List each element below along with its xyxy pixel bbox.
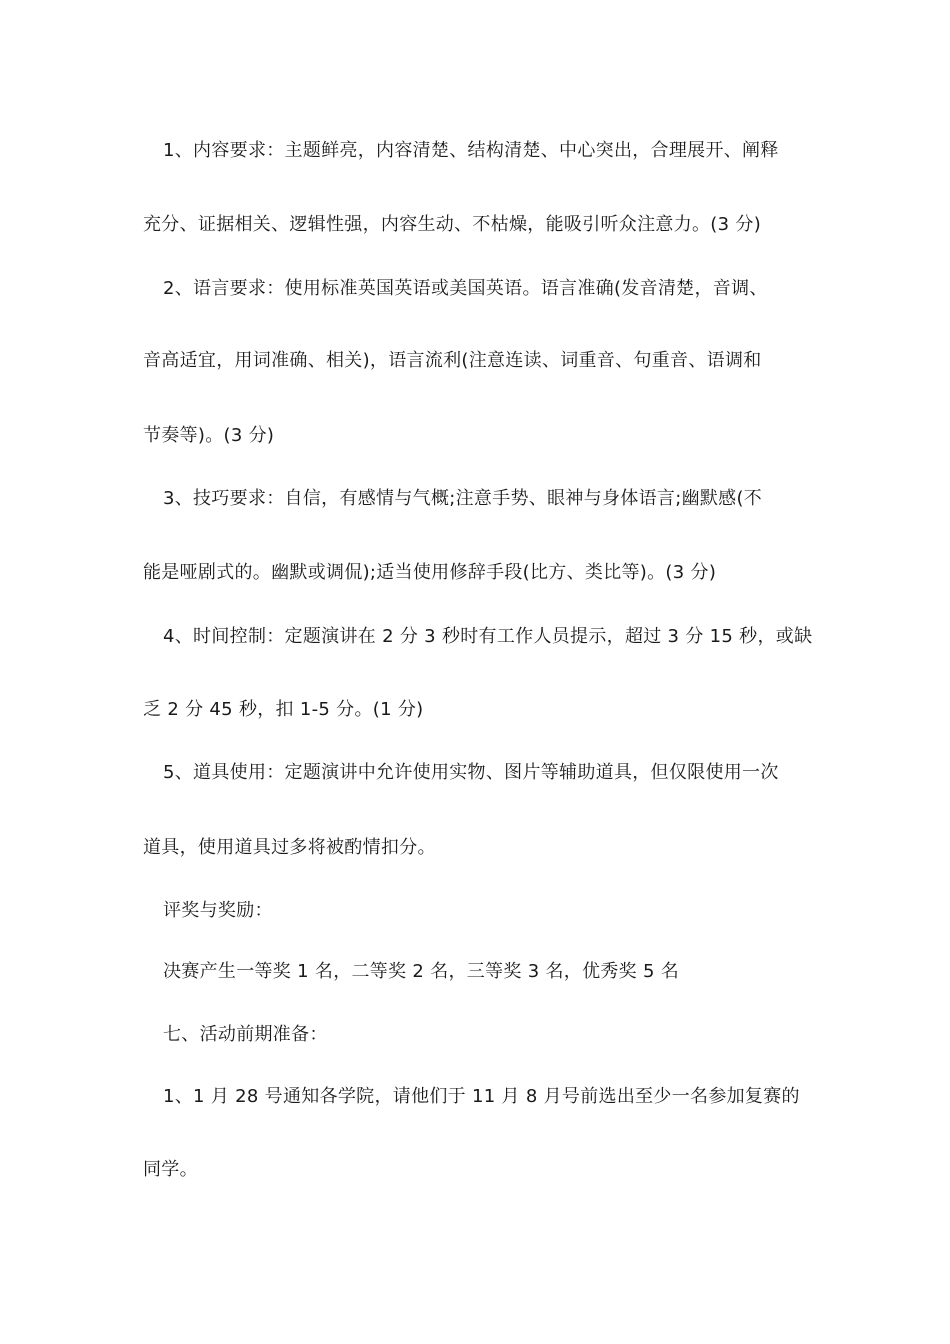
- paragraph-preparation-line-1: 1、1 月 28 号通知各学院，请他们于 11 月 8 月号前选出至少一名参加复赛的: [163, 1086, 800, 1107]
- paragraph-content-requirement-line-1: 1、内容要求：主题鲜亮，内容清楚、结构清楚、中心突出，合理展开、阐释: [163, 140, 779, 161]
- paragraph-time-control-line-1: 4、时间控制：定题演讲在 2 分 3 秒时有工作人员提示，超过 3 分 15 秒，或缺: [163, 626, 813, 647]
- heading-awards: 评奖与奖励：: [163, 900, 273, 921]
- paragraph-props-usage-line-1: 5、道具使用：定题演讲中允许使用实物、图片等辅助道具，但仅限使用一次: [163, 762, 779, 783]
- paragraph-language-requirement-line-2: 音高适宜，用词准确、相关)，语言流利(注意连读、词重音、句重音、语调和: [143, 350, 762, 371]
- paragraph-props-usage-line-2: 道具，使用道具过多将被酌情扣分。: [143, 837, 436, 858]
- paragraph-content-requirement-line-2: 充分、证据相关、逻辑性强，内容生动、不枯燥，能吸引听众注意力。(3 分): [143, 214, 762, 235]
- paragraph-skill-requirement-line-1: 3、技巧要求：自信，有感情与气概;注意手势、眼神与身体语言;幽默感(不: [163, 488, 763, 509]
- paragraph-awards-detail: 决赛产生一等奖 1 名，二等奖 2 名，三等奖 3 名，优秀奖 5 名: [163, 961, 680, 982]
- paragraph-preparation-line-2: 同学。: [143, 1159, 198, 1180]
- paragraph-time-control-line-2: 乏 2 分 45 秒，扣 1-5 分。(1 分): [143, 699, 424, 720]
- paragraph-skill-requirement-line-2: 能是哑剧式的。幽默或调侃);适当使用修辞手段(比方、类比等)。(3 分): [143, 562, 717, 583]
- paragraph-language-requirement-line-1: 2、语言要求：使用标准英国英语或美国英语。语言准确(发音清楚，音调、: [163, 278, 768, 299]
- paragraph-language-requirement-line-3: 节奏等)。(3 分): [143, 425, 275, 446]
- heading-preparation: 七、活动前期准备：: [163, 1024, 328, 1045]
